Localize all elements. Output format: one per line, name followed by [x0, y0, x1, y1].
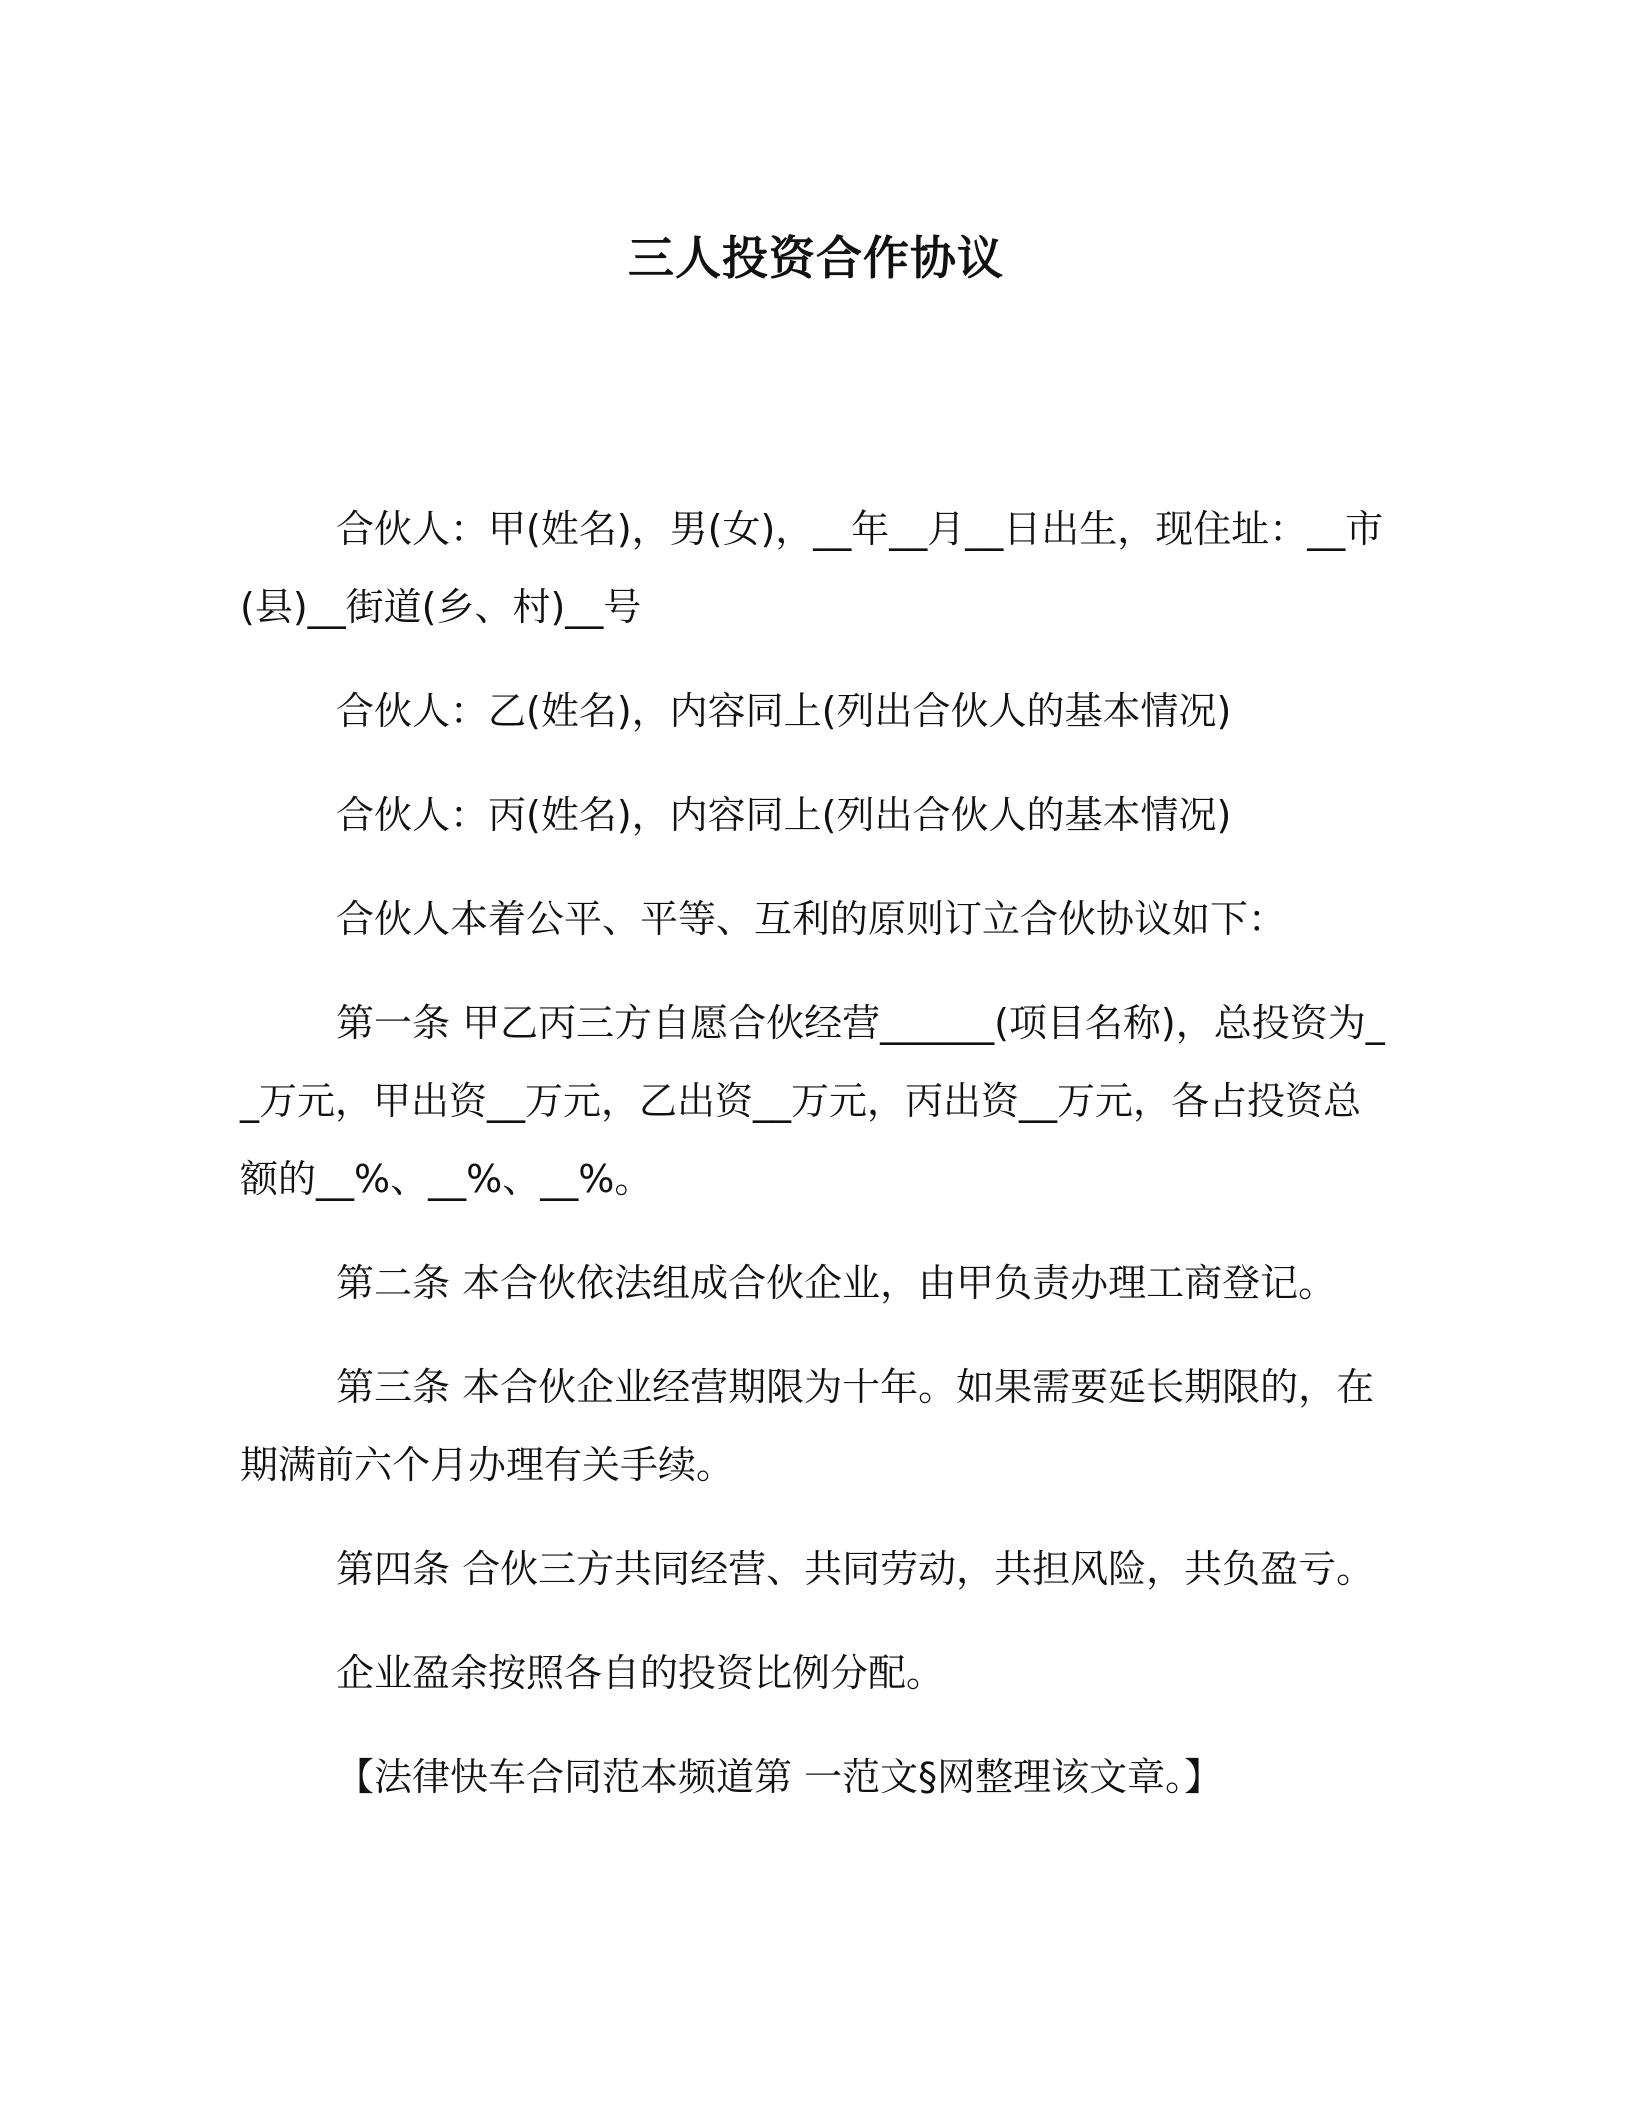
- paragraph-partner-a: 合伙人：甲(姓名)，男(女)，__年__月__日出生，现住址：__市(县)__街道(乡、村)__号: [240, 507, 1384, 629]
- footer-note: 【法律快车合同范本频道第 一范文§网整理该文章。】: [336, 1755, 1223, 1799]
- document-body: [240, 490, 1390, 1842]
- document-title: 三人投资合作协议: [628, 231, 1004, 285]
- paragraph-partner-b: 合伙人：乙(姓名)，内容同上(列出合伙人的基本情况): [336, 689, 1232, 733]
- paragraph-article-2: 第二条 本合伙依法组成合伙企业，由甲负责办理工商登记。: [336, 1261, 1337, 1305]
- paragraph-article-4: 第四条 合伙三方共同经营、共同劳动，共担风险，共负盈亏。: [336, 1547, 1375, 1591]
- paragraph-preamble: 合伙人本着公平、平等、互利的原则订立合伙协议如下：: [336, 897, 1287, 941]
- paragraph-article-1: 第一条 甲乙丙三方自愿合伙经营______(项目名称)，总投资为__万元，甲出资__万元，乙出资__万元，丙出资__万元，各占投资总额的__%、__%、__%。: [240, 1001, 1385, 1201]
- paragraph-profit-distribution: 企业盈余按照各自的投资比例分配。: [336, 1651, 945, 1695]
- paragraph-partner-c: 合伙人：丙(姓名)，内容同上(列出合伙人的基本情况): [336, 793, 1232, 837]
- paragraph-article-3: 第三条 本合伙企业经营期限为十年。如果需要延长期限的，在期满前六个月办理有关手续。: [240, 1365, 1375, 1487]
